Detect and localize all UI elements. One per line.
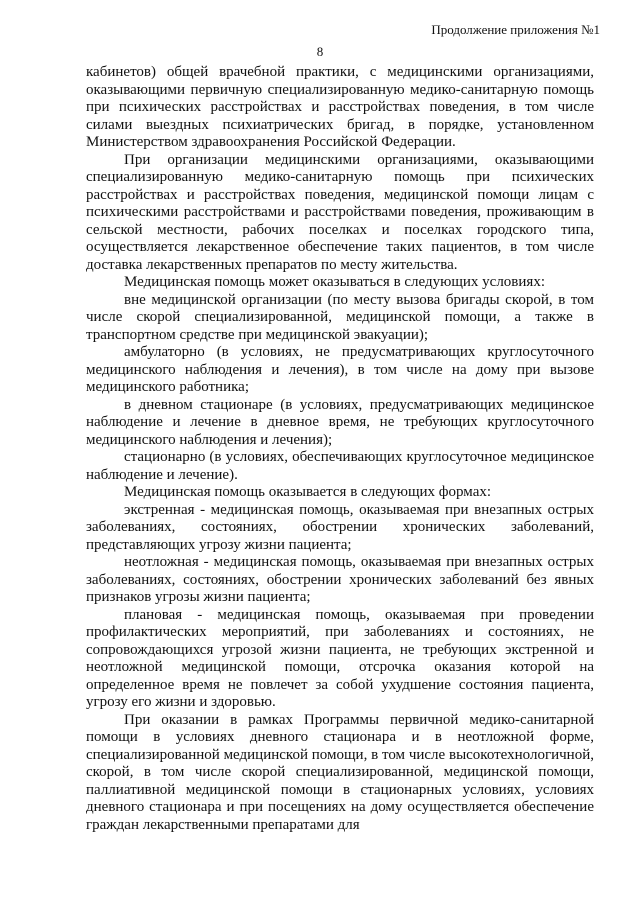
page-number: 8 bbox=[316, 44, 324, 59]
paragraph-12: При оказании в рамках Программы первичной медико-санитарной помощи в условиях дневного стационара и в неотложной форме, специализированной медицинской помощи, в том числе высокотехнологичной, скорой, в том числе скорой специализированной, медицинской помощи, паллиативной медицинской помощи в стационарных условиях, условиях дневного стационара и при посещениях на дому осуществляется обеспечение граждан лекарственными препаратами для bbox=[86, 711, 594, 833]
paragraph-1: кабинетов) общей врачебной практики, с медицинскими организациями, оказывающими первичную специализированную медико-санитарную помощь при психических расстройствах и расстройствах поведения, в том числе силами выездных психиатрических бригад, в порядке, установленном Министерством здравоохранения Российской Федерации. bbox=[86, 64, 594, 150]
paragraph-4: вне медицинской организации (по месту вызова бригады скорой, в том числе скорой специализированной, медицинской помощи, а также в транспортном средстве при медицинской эвакуации); bbox=[86, 291, 594, 343]
paragraph-10: неотложная - медицинская помощь, оказываемая при внезапных острых заболеваниях, состояниях, обострении хронических заболеваний без явных признаков угрозы жизни пациента; bbox=[86, 554, 594, 605]
appendix-header: Продолжение приложения №1 bbox=[431, 22, 600, 37]
paragraph-9: экстренная - медицинская помощь, оказываемая при внезапных острых заболеваниях, состояниях, обострении хронических заболеваний, представляющих угрозу жизни пациента; bbox=[86, 501, 594, 553]
paragraph-7: стационарно (в условиях, обеспечивающих круглосуточное медицинское наблюдение и лечение). bbox=[86, 449, 594, 483]
paragraph-6: в дневном стационаре (в условиях, предусматривающих медицинское наблюдение и лечение в дневное время, не требующих круглосуточного медицинского наблюдения и лечения); bbox=[86, 396, 594, 448]
paragraph-3: Медицинская помощь может оказываться в следующих условиях: bbox=[124, 274, 545, 290]
paragraph-8: Медицинская помощь оказывается в следующих формах: bbox=[124, 484, 492, 500]
paragraph-2: При организации медицинскими организациями, оказывающими специализированную медико-санитарную помощь при психических расстройствах и расстройствах поведения, медицинской помощи лицам с психическими расстройствами и расстройствами поведения, проживающим в сельской местности, рабочих поселках и поселках городского типа, осуществляется лекарственное обеспечение таких пациентов, в том числе доставка лекарственных препаратов по месту жительства. bbox=[86, 151, 594, 273]
document-body bbox=[86, 64, 594, 834]
paragraph-5: амбулаторно (в условиях, не предусматривающих круглосуточного медицинского наблюдения и лечения), в том числе на дому при вызове медицинского работника; bbox=[86, 344, 594, 395]
paragraph-11: плановая - медицинская помощь, оказываемая при проведении профилактических мероприятий, при заболеваниях и состояниях, не сопровождающихся угрозой жизни пациента, не требующих экстренной и неотложной медицинской помощи, отсрочка оказания которой на определенное время не повлечет за собой ухудшение состояния пациента, угрозу его жизни и здоровью. bbox=[86, 606, 594, 710]
